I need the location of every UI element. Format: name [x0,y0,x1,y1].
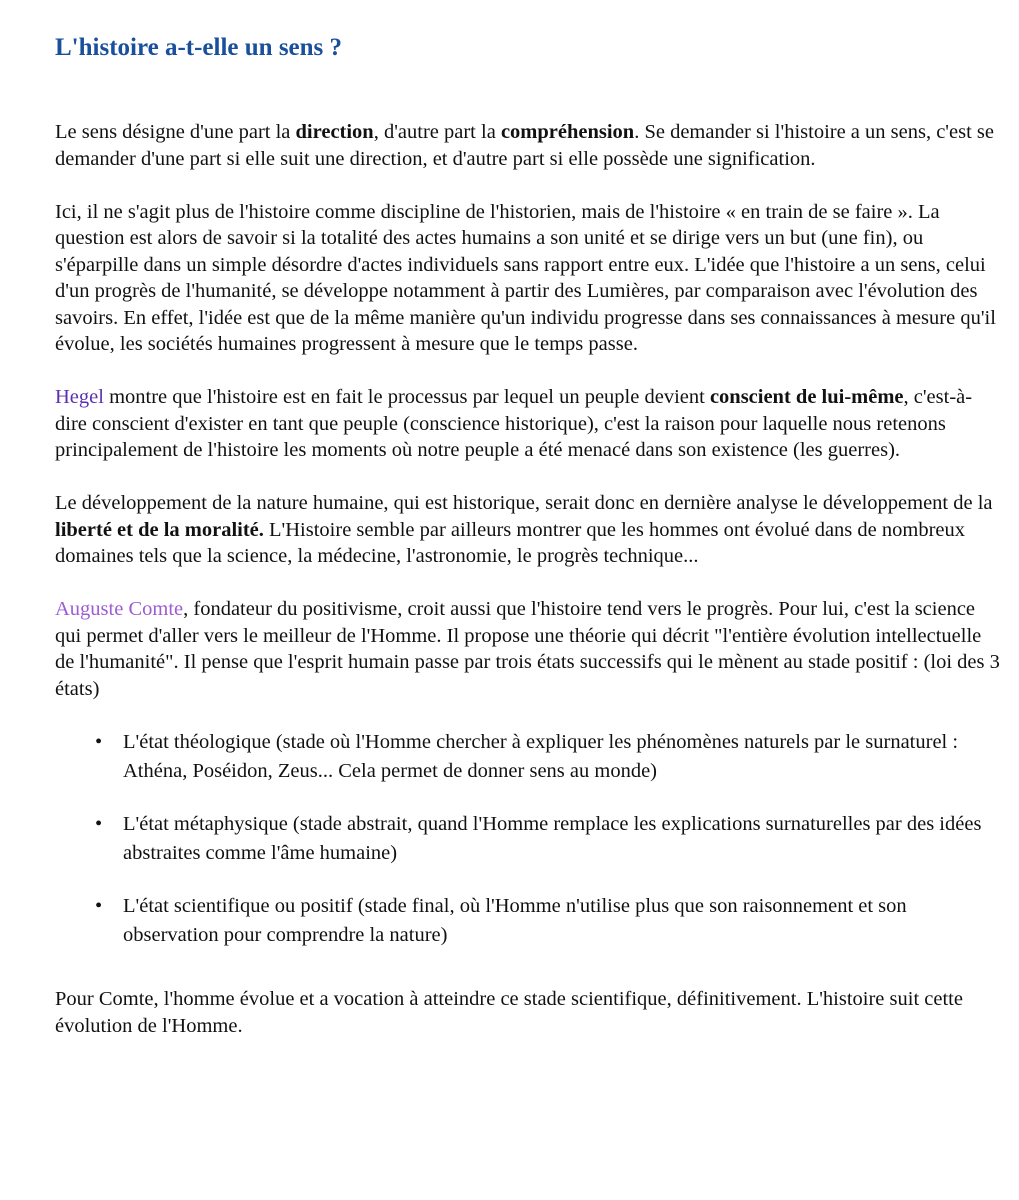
list-item-text: L'état théologique (stade où l'Homme chercher à expliquer les phénomènes naturels par le surnaturel : Athéna, Poséidon, Zeus... Cela permet de donner sens au monde) [123,731,959,782]
text: montre que l'histoire est en fait le processus par lequel un peuple devient [103,386,710,408]
paragraph-conclusion: Pour Comte, l'homme évolue et a vocation à atteindre ce stade scientifique, définitivement. L'histoire suit cette évolution de l'Homme. [55,988,963,1037]
text: , c'est-à-dire conscient d'exister en tant que peuple (conscience historique), c'est la raison pour laquelle nous retenons principalement de l'histoire les moments où notre peuple a été menacé dans son existence (les guerres). [55,386,973,461]
paragraph-meaning-definition [55,119,1000,172]
auguste-comte-link[interactable]: Auguste Comte [55,598,184,620]
bold-term-freedom-morality: liberté et de la moralité. [55,518,264,541]
bold-term-comprehension: compréhension [500,121,635,143]
text: , d'autre part la [373,121,501,143]
bullet-icon: • [95,813,103,835]
paragraph-history-in-making: Ici, il ne s'agit plus de l'histoire comme discipline de l'historien, mais de l'histoire « en train de se faire ». La question est alors de savoir si la totalité des actes humains a son unité et se dirige vers un but (une fin), ou s'éparpille dans un simple désordre d'actes individuels sans rapport entre eux. L'idée que l'histoire a un sens, celui d'un progrès de l'humanité, se développe notamment à partir des Lumières, par comparaison avec l'évolution des savoirs. En effet, l'idée est que de la même manière qu'un individu progresse dans ses connaissances à mesure qu'il évolue, les sociétés humaines progressent à mesure que le temps passe. [55,200,996,355]
text: , fondateur du positivisme, croit aussi que l'histoire tend vers le progrès. Pour lui, c'est la science qui permet d'aller vers le meilleur de l'Homme. Il propose une théorie qui décrit "l'entière évolution intellectuelle de l'humanité". Il pense que l'esprit humain passe par trois états successifs qui le mènent au stade positif : (loi des 3 états) [55,598,1000,700]
paragraph-hegel [55,384,1000,464]
text: L'Histoire semble par ailleurs montrer que les hommes ont évolué dans de nombreux domaines tels que la science, la médecine, l'astronomie, le progrès technique... [55,518,965,567]
list-item-text: L'état scientifique ou positif (stade final, où l'Homme n'utilise plus que son raisonnement et son observation pour comprendre la nature) [123,895,907,946]
paragraph-comte [55,596,1000,702]
bold-term-self-conscious: conscient de lui-même [709,386,904,408]
bold-term-direction: direction [295,121,374,143]
list-item-scientific-state [95,892,1000,950]
list-item-text: L'état métaphysique (stade abstrait, quand l'Homme remplace les explications surnaturelles par des idées abstraites comme l'âme humaine) [123,813,982,864]
text: Le sens désigne d'une part la [55,121,296,143]
text: . Se demander si l'histoire a un sens, c'est se demander d'une part si elle suit une direction, et d'autre part si elle possède une signification. [55,121,994,170]
bullet-icon: • [95,895,103,917]
list-item-theological-state [95,728,1000,786]
paragraph-human-nature [55,490,1000,570]
hegel-link[interactable]: Hegel [55,386,104,408]
three-states-list [55,728,1000,950]
text: Le développement de la nature humaine, qui est historique, serait donc en dernière analyse le développement de la [55,492,993,514]
bullet-icon: • [95,731,103,753]
page-title: L'histoire a-t-elle un sens ? [55,34,343,61]
list-item-metaphysical-state [95,810,1000,868]
document-page [55,28,1000,1039]
